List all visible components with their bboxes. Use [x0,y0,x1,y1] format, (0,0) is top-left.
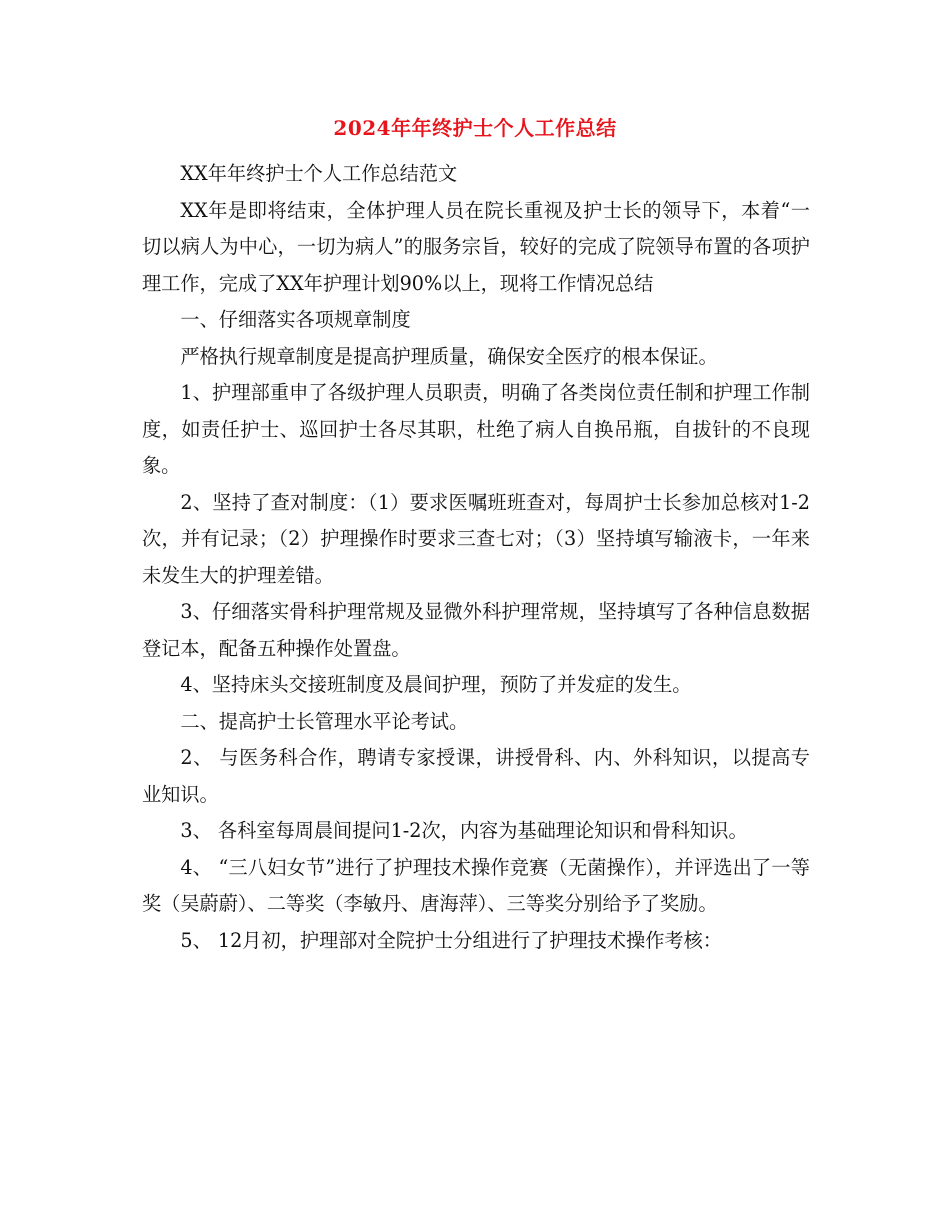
paragraph: 严格执行规章制度是提高护理质量，确保安全医疗的根本保证。 [180,344,718,368]
list-item: 2、坚持了查对制度：（1）要求医嘱班班查对，每周护士长参加总核对1-2次，并有记录；（2）护理操作时要求三查七对；（3）坚持填写输液卡，一年来未发生大的护理差错。 [142,490,810,587]
paragraph-subtitle: XX年年终护士个人工作总结范文 [180,162,458,185]
list-item: 5、 12月初，护理部对全院护士分组进行了护理技术操作考核： [180,928,722,952]
document-body [142,156,810,959]
list-item: 3、 各科室每周晨间提问1-2次，内容为基础理论知识和骨科知识。 [180,819,748,842]
list-item: 3、仔细落实骨科护理常规及显微外科护理常规，坚持填写了各种信息数据登记本，配备五种操作处置盘。 [142,600,810,660]
list-item: 1、护理部重申了各级护理人员职责，明确了各类岗位责任制和护理工作制度，如责任护士、巡回护士各尽其职，杜绝了病人自换吊瓶，自拔针的不良现象。 [142,381,810,477]
section-heading-2: 二、提高护士长管理水平论考试。 [180,709,469,733]
list-item: 2、 与医务科合作，聘请专家授课，讲授骨科、内、外科知识，以提高专业知识。 [142,746,810,806]
list-item: 4、坚持床头交接班制度及晨间护理，预防了并发症的发生。 [180,673,692,696]
document-title: 2024年年终护士个人工作总结 [333,116,617,140]
paragraph-intro: XX年是即将结束，全体护理人员在院长重视及护士长的领导下，本着“一切以病人为中心，一切为病人”的服务宗旨，较好的完成了院领导布置的各项护理工作，完成了XX年护理计划90%以上，现将工作情况总结 [142,198,810,295]
section-heading-1: 一、仔细落实各项规章制度 [180,308,411,331]
list-item: 4、 “三八妇女节”进行了护理技术操作竞赛（无菌操作），并评选出了一等奖（吴蔚蔚）、二等奖（李敏丹、唐海萍）、三等奖分别给予了奖励。 [142,855,810,915]
